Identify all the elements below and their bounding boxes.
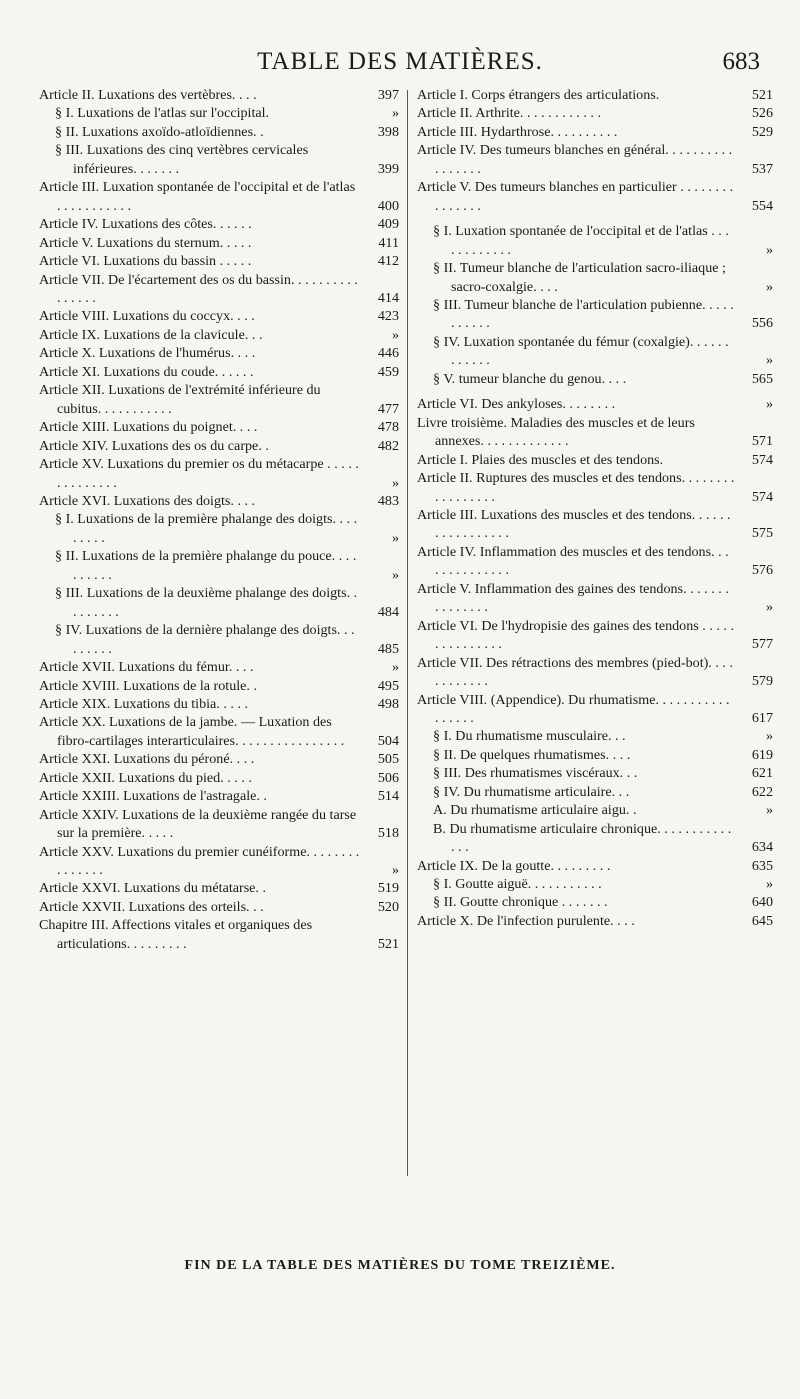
- toc-entry-page: 504: [377, 732, 399, 749]
- toc-entry-page: 622: [751, 783, 773, 800]
- toc-entry-page: 519: [377, 880, 399, 897]
- toc-entry-title: Article XXIV. Luxations de la deuxième rangée du tarse sur la première. . . . .: [39, 806, 357, 842]
- toc-entry-title: Article XXVI. Luxations du métatarse. .: [39, 880, 267, 897]
- toc-entry-title: Article V. Inflammation des gaines des tendons. . . . . . . . . . . . . . .: [417, 580, 729, 616]
- toc-entry: [39, 271, 399, 308]
- toc-entry-page: 645: [751, 912, 773, 929]
- toc-entry: [39, 252, 399, 270]
- toc-entry: [417, 580, 773, 617]
- toc-entry-title: Article XXI. Luxations du péroné. . . .: [39, 751, 255, 768]
- toc-entry-page: 617: [751, 709, 773, 726]
- toc-entry: [417, 875, 773, 893]
- toc-entry-title: Article V. Luxations du sternum. . . . .: [39, 234, 252, 251]
- toc-entry-title: § I. Goutte aiguë. . . . . . . . . . .: [433, 876, 602, 893]
- toc-entry-page: 414: [377, 289, 399, 306]
- toc-entry-title: Article IX. De la goutte. . . . . . . . .: [417, 857, 611, 874]
- toc-entry-page: »: [391, 529, 399, 546]
- toc-entry-title: Article II. Ruptures des muscles et des tendons. . . . . . . . . . . . . . . . .: [417, 470, 735, 505]
- toc-entry-page: 575: [751, 525, 773, 542]
- toc-entry-page: »: [765, 599, 773, 616]
- toc-entry-title: Article VII. De l'écartement des os du bassin. . . . . . . . . . . . . . . .: [39, 271, 358, 306]
- toc-entry-page: 579: [751, 673, 773, 690]
- toc-entry-page: »: [765, 352, 773, 369]
- toc-entry-page: »: [391, 105, 399, 122]
- toc-entry-page: »: [765, 396, 773, 413]
- toc-entry-page: »: [765, 278, 773, 295]
- toc-entry-page: »: [391, 474, 399, 491]
- toc-entry-page: 514: [377, 788, 399, 805]
- toc-entry-page: 506: [377, 769, 399, 786]
- toc-entry-page: 529: [751, 123, 773, 140]
- toc-entry-title: § I. Luxations de la première phalange des doigts. . . . . . . . .: [55, 511, 358, 546]
- toc-entry: [39, 584, 399, 621]
- toc-entry-page: »: [765, 728, 773, 745]
- toc-entry-page: 498: [377, 695, 399, 712]
- toc-entry: [417, 178, 773, 215]
- toc-entry-page: 409: [377, 216, 399, 233]
- toc-entry-title: B. Du rhumatisme articulaire chronique. . . . . . . . . . . . . .: [433, 820, 732, 856]
- toc-entry-page: 482: [377, 437, 399, 454]
- toc-entry-title: § III. Luxations de la deuxième phalange des doigts. . . . . . . . .: [55, 585, 358, 620]
- toc-entry-title: A. Du rhumatisme articulaire aigu. .: [433, 802, 637, 819]
- toc-entry-page: 574: [751, 488, 773, 505]
- toc-entry-page: »: [391, 566, 399, 583]
- toc-entry: [417, 259, 773, 296]
- toc-entry-title: Article XXII. Luxations du pied. . . . .: [39, 769, 252, 786]
- page-number: 683: [722, 48, 760, 75]
- end-note: FIN DE LA TABLE DES MATIÈRES DU TOME TREIZIÈME.: [184, 1258, 616, 1273]
- toc-entry-page: »: [765, 241, 773, 258]
- toc-entry: [39, 215, 399, 233]
- toc-entry-title: § I. Luxations de l'atlas sur l'occipital.: [55, 105, 270, 122]
- toc-entry: [417, 451, 773, 469]
- column-divider: [407, 90, 408, 1176]
- toc-entry-page: 505: [377, 751, 399, 768]
- toc-entry: [39, 141, 399, 178]
- toc-entry-title: Livre troisième. Maladies des muscles et de leurs annexes. . . . . . . . . . . . .: [417, 414, 695, 450]
- toc-entry-page: 518: [377, 825, 399, 842]
- toc-entry-title: Article XII. Luxations de l'extrémité inférieure du cubitus. . . . . . . . . . .: [39, 382, 321, 417]
- toc-entry-title: Article XXVII. Luxations des orteils. . .: [39, 898, 264, 915]
- toc-entry: [417, 857, 773, 875]
- toc-entry-page: 411: [378, 234, 399, 251]
- toc-entry: [39, 307, 399, 325]
- toc-entry: [39, 363, 399, 381]
- toc-entry-title: § II. Luxations axoïdo-atloïdiennes. .: [55, 123, 264, 140]
- toc-entry: [417, 333, 773, 370]
- toc-entry: [39, 326, 399, 344]
- toc-entry: [417, 893, 773, 911]
- toc-entry: [39, 123, 399, 141]
- toc-entry-title: § II. Luxations de la première phalange du pouce. . . . . . . . . .: [55, 548, 357, 583]
- toc-entry-title: Article II. Luxations des vertèbres. . . .: [39, 87, 257, 103]
- toc-entry: [39, 879, 399, 897]
- toc-entry-title: Article III. Luxations des muscles et des tendons. . . . . . . . . . . . . . . . .: [417, 506, 731, 542]
- toc-entry: [417, 543, 773, 580]
- toc-entry: [39, 769, 399, 787]
- toc-entry: [417, 617, 773, 654]
- toc-entry: [417, 141, 773, 178]
- toc-entry-page: 556: [751, 315, 773, 332]
- toc-entry: [417, 414, 773, 451]
- toc-entry-page: »: [391, 659, 399, 676]
- toc-entry: [417, 764, 773, 782]
- toc-entry-title: § III. Des rhumatismes viscéraux. . .: [433, 765, 638, 782]
- toc-column-right: [417, 86, 773, 930]
- toc-entry-title: § IV. Luxation spontanée du fémur (coxalgie). . . . . . . . . . . .: [433, 333, 729, 369]
- toc-entry-title: § I. Luxation spontanée de l'occipital et de l'atlas . . . . . . . . . . . .: [433, 223, 729, 258]
- toc-entry-title: Article I. Plaies des muscles et des tendons.: [417, 451, 664, 468]
- toc-entry-page: 521: [377, 935, 399, 952]
- toc-entry: [39, 547, 399, 584]
- toc-entry-title: Article VI. Luxations du bassin . . . . .: [39, 253, 252, 270]
- toc-entry-page: 423: [377, 308, 399, 325]
- toc-entry-title: Article XXIII. Luxations de l'astragale. .: [39, 788, 267, 805]
- toc-entry-title: Article XXV. Luxations du premier cunéiforme. . . . . . . . . . . . . . .: [39, 843, 360, 879]
- toc-entry: [39, 787, 399, 805]
- toc-entry-title: § IV. Du rhumatisme articulaire. . .: [433, 783, 630, 800]
- toc-entry-title: Article XX. Luxations de la jambe. — Luxation des fibro-cartilages interarticulaires. . . . . . . . . . . . . . . .: [39, 714, 345, 749]
- toc-entry-title: Article II. Arthrite. . . . . . . . . . . .: [417, 105, 601, 122]
- toc-entry: [417, 727, 773, 745]
- toc-entry: [417, 395, 773, 413]
- toc-entry-page: 577: [751, 636, 773, 653]
- toc-entry-page: 565: [751, 370, 773, 387]
- toc-entry-page: 477: [377, 400, 399, 417]
- toc-entry-title: Article VI. De l'hydropisie des gaines des tendons . . . . . . . . . . . . . . .: [417, 617, 734, 653]
- toc-entry-page: 526: [751, 105, 773, 122]
- toc-entry: [39, 492, 399, 510]
- toc-entry-page: 574: [751, 451, 773, 468]
- toc-entry: [39, 677, 399, 695]
- toc-entry-page: 399: [377, 160, 399, 177]
- toc-entry: [39, 86, 399, 104]
- toc-entry-title: Article III. Luxation spontanée de l'occipital et de l'atlas . . . . . . . . . . .: [39, 179, 356, 214]
- toc-entry: [417, 654, 773, 691]
- toc-entry-page: 412: [377, 253, 399, 270]
- toc-entry-page: 446: [377, 345, 399, 362]
- toc-entry: [417, 104, 773, 122]
- toc-entry-page: 621: [751, 765, 773, 782]
- toc-entry-title: Article IX. Luxations de la clavicule. . .: [39, 326, 263, 343]
- toc-entry: [39, 621, 399, 658]
- toc-entry: [39, 437, 399, 455]
- toc-entry: [417, 123, 773, 141]
- running-head: [40, 48, 760, 82]
- toc-entry: [417, 86, 773, 104]
- toc-entry-page: 397: [377, 87, 399, 103]
- toc-entry: [39, 455, 399, 492]
- toc-entry-title: Article XIV. Luxations des os du carpe. .: [39, 437, 269, 454]
- toc-entry-title: § II. Tumeur blanche de l'articulation sacro-iliaque ; sacro-coxalgie. . . .: [433, 260, 726, 295]
- toc-entry-page: 634: [751, 839, 773, 856]
- toc-entry: [39, 695, 399, 713]
- toc-entry-title: Article V. Des tumeurs blanches en particulier . . . . . . . . . . . . . . .: [417, 179, 734, 214]
- toc-entry: [417, 783, 773, 801]
- toc-entry-title: Article IV. Inflammation des muscles et des tendons. . . . . . . . . . . . . .: [417, 543, 729, 579]
- toc-entry: [39, 750, 399, 768]
- toc-entry: [417, 746, 773, 764]
- toc-entry-title: Article VIII. Luxations du coccyx. . . .: [39, 308, 255, 325]
- toc-entry: [39, 234, 399, 252]
- toc-entry-title: § IV. Luxations de la dernière phalange des doigts. . . . . . . . .: [55, 622, 355, 657]
- page-title: TABLE DES MATIÈRES.: [257, 48, 543, 75]
- toc-entry-title: Article VII. Des rétractions des membres (pied-bot). . . . . . . . . . . .: [417, 654, 733, 690]
- toc-entry-title: Article I. Corps étrangers des articulations.: [417, 87, 660, 103]
- toc-entry: [39, 898, 399, 916]
- toc-entry: [39, 381, 399, 418]
- toc-entry: [39, 344, 399, 362]
- toc-entry-page: 520: [377, 898, 399, 915]
- toc-entry-title: Article XV. Luxations du premier os du métacarpe . . . . . . . . . . . . . .: [39, 456, 359, 491]
- toc-entry: [39, 806, 399, 843]
- toc-entry-title: Article X. Luxations de l'humérus. . . .: [39, 345, 256, 362]
- toc-entry-title: Article XIX. Luxations du tibia. . . . .: [39, 695, 249, 712]
- toc-entry-page: »: [765, 802, 773, 819]
- toc-entry-title: § II. Goutte chronique . . . . . . .: [433, 894, 608, 911]
- toc-entry-title: § I. Du rhumatisme musculaire. . .: [433, 728, 626, 745]
- toc-entry-page: 576: [751, 562, 773, 579]
- toc-entry: [39, 178, 399, 215]
- toc-entry-page: »: [391, 326, 399, 343]
- toc-entry-title: Chapitre III. Affections vitales et organiques des articulations. . . . . . . . .: [39, 917, 313, 952]
- toc-entry: [39, 104, 399, 122]
- toc-entry-page: 484: [377, 603, 399, 620]
- toc-entry-title: Article IV. Des tumeurs blanches en général. . . . . . . . . . . . . . . . .: [417, 142, 733, 177]
- toc-entry: [39, 510, 399, 547]
- toc-entry-title: § II. De quelques rhumatismes. . . .: [433, 746, 631, 763]
- toc-entry-title: Article IV. Luxations des côtes. . . . . .: [39, 216, 252, 233]
- toc-entry-title: Article XIII. Luxations du poignet. . . .: [39, 419, 258, 436]
- toc-entry-title: Article XVII. Luxations du fémur. . . .: [39, 659, 254, 676]
- toc-entry-page: »: [391, 862, 399, 879]
- toc-column-left: [39, 86, 399, 953]
- toc-entry-title: § III. Luxations des cinq vertèbres cervicales inférieures. . . . . . .: [55, 142, 309, 177]
- toc-entry: [417, 912, 773, 930]
- toc-entry-page: 459: [377, 363, 399, 380]
- toc-entry-page: 635: [751, 857, 773, 874]
- toc-entry-page: 398: [377, 123, 399, 140]
- toc-entry: [417, 506, 773, 543]
- toc-entry: [417, 469, 773, 506]
- toc-entry-page: 554: [751, 197, 773, 214]
- toc-entry-title: Article XVIII. Luxations de la rotule. .: [39, 677, 257, 694]
- toc-entry-page: 571: [751, 433, 773, 450]
- toc-entry: [417, 801, 773, 819]
- toc-entry-page: 485: [377, 640, 399, 657]
- toc-entry: [39, 418, 399, 436]
- toc-entry: [417, 222, 773, 259]
- toc-entry: [417, 691, 773, 728]
- toc-entry-title: § III. Tumeur blanche de l'articulation pubienne. . . . . . . . . . .: [433, 296, 734, 332]
- toc-entry: [417, 820, 773, 857]
- toc-entry-page: 537: [751, 160, 773, 177]
- toc-entry: [39, 658, 399, 676]
- toc-entry-page: 521: [751, 87, 773, 103]
- toc-entry: [417, 296, 773, 333]
- toc-entry: [39, 843, 399, 880]
- toc-entry-page: 640: [751, 894, 773, 911]
- toc-entry-title: Article XI. Luxations du coude. . . . . .: [39, 363, 254, 380]
- toc-entry-page: 400: [377, 197, 399, 214]
- toc-entry-title: Article VIII. (Appendice). Du rhumatisme. . . . . . . . . . . . . . . . .: [417, 691, 730, 726]
- toc-entry-page: 619: [751, 746, 773, 763]
- toc-entry-title: Article XVI. Luxations des doigts. . . .: [39, 492, 256, 509]
- toc-entry: [39, 916, 399, 953]
- toc-entry-page: »: [765, 876, 773, 893]
- toc-entry-page: 495: [377, 677, 399, 694]
- toc-entry-title: § V. tumeur blanche du genou. . . .: [433, 370, 627, 387]
- toc-entry-page: 483: [377, 492, 399, 509]
- toc-entry: [39, 713, 399, 750]
- toc-entry-title: Article VI. Des ankyloses. . . . . . . .: [417, 396, 616, 413]
- toc-entry-page: 478: [377, 419, 399, 436]
- toc-entry-title: Article X. De l'infection purulente. . . .: [417, 912, 635, 929]
- toc-entry: [417, 370, 773, 388]
- toc-entry-title: Article III. Hydarthrose. . . . . . . . . .: [417, 123, 618, 140]
